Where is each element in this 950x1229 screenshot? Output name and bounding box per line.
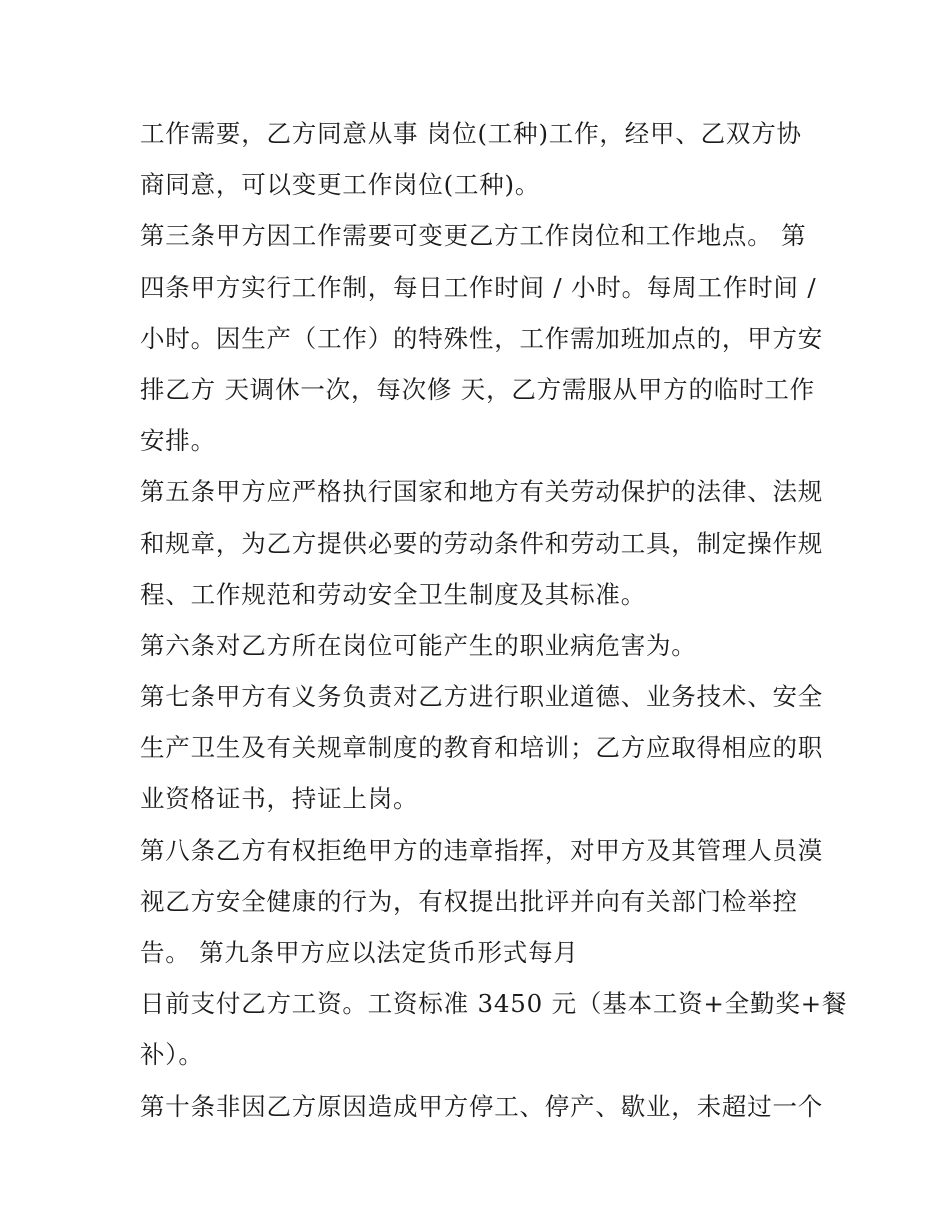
article-3-line: 第三条甲方因工作需要可变更乙方工作岗位和工作地点。 第: [140, 221, 807, 251]
article-5-line: 第五条甲方应严格执行国家和地方有关劳动保护的法律、法规: [140, 477, 824, 507]
salary-line: 日前支付乙方工资。工资标准 3450 元（基本工资+全勤奖+餐: [140, 989, 848, 1019]
text-line: 补）。: [140, 1040, 204, 1070]
article-8-line: 第八条乙方有权拒绝甲方的违章指挥，对甲方及其管理人员漠: [140, 835, 824, 865]
text-line: 排乙方 天调休一次，每次修 天，乙方需服从甲方的临时工作: [140, 374, 815, 404]
article-6-line: 第六条对乙方所在岗位可能产生的职业病危害为。: [140, 630, 697, 660]
text-line: 生产卫生及有关规章制度的教育和培训；乙方应取得相应的职: [140, 733, 824, 763]
article-9-line: 告。 第九条甲方应以法定货币形式每月: [140, 938, 579, 967]
text-line: 和规章，为乙方提供必要的劳动条件和劳动工具，制定操作规: [140, 528, 824, 558]
article-10-line: 第十条非因乙方原因造成甲方停工、停产、歇业，未超过一个: [140, 1091, 824, 1121]
text-line: 商同意，可以变更工作岗位(工种)。: [140, 170, 541, 200]
text-line: 视乙方安全健康的行为，有权提出批评并向有关部门检举控: [140, 886, 798, 916]
text-line: 业资格证书，持证上岗。: [140, 784, 419, 814]
text-line: 工作需要，乙方同意从事 岗位(工种)工作，经甲、乙双方协: [140, 119, 802, 148]
text-line: 安排。: [140, 426, 216, 456]
text-line: 小时。因生产（工作）的特殊性，工作需加班加点的，甲方安: [140, 323, 824, 353]
text-line: 程、工作规范和劳动安全卫生制度及其标准。: [140, 579, 646, 609]
article-4-line: 四条甲方实行工作制，每日工作时间 / 小时。每周工作时间 /: [140, 272, 817, 302]
article-7-line: 第七条甲方有义务负责对乙方进行职业道德、业务技术、安全: [140, 682, 824, 712]
contract-text: [140, 108, 848, 1132]
